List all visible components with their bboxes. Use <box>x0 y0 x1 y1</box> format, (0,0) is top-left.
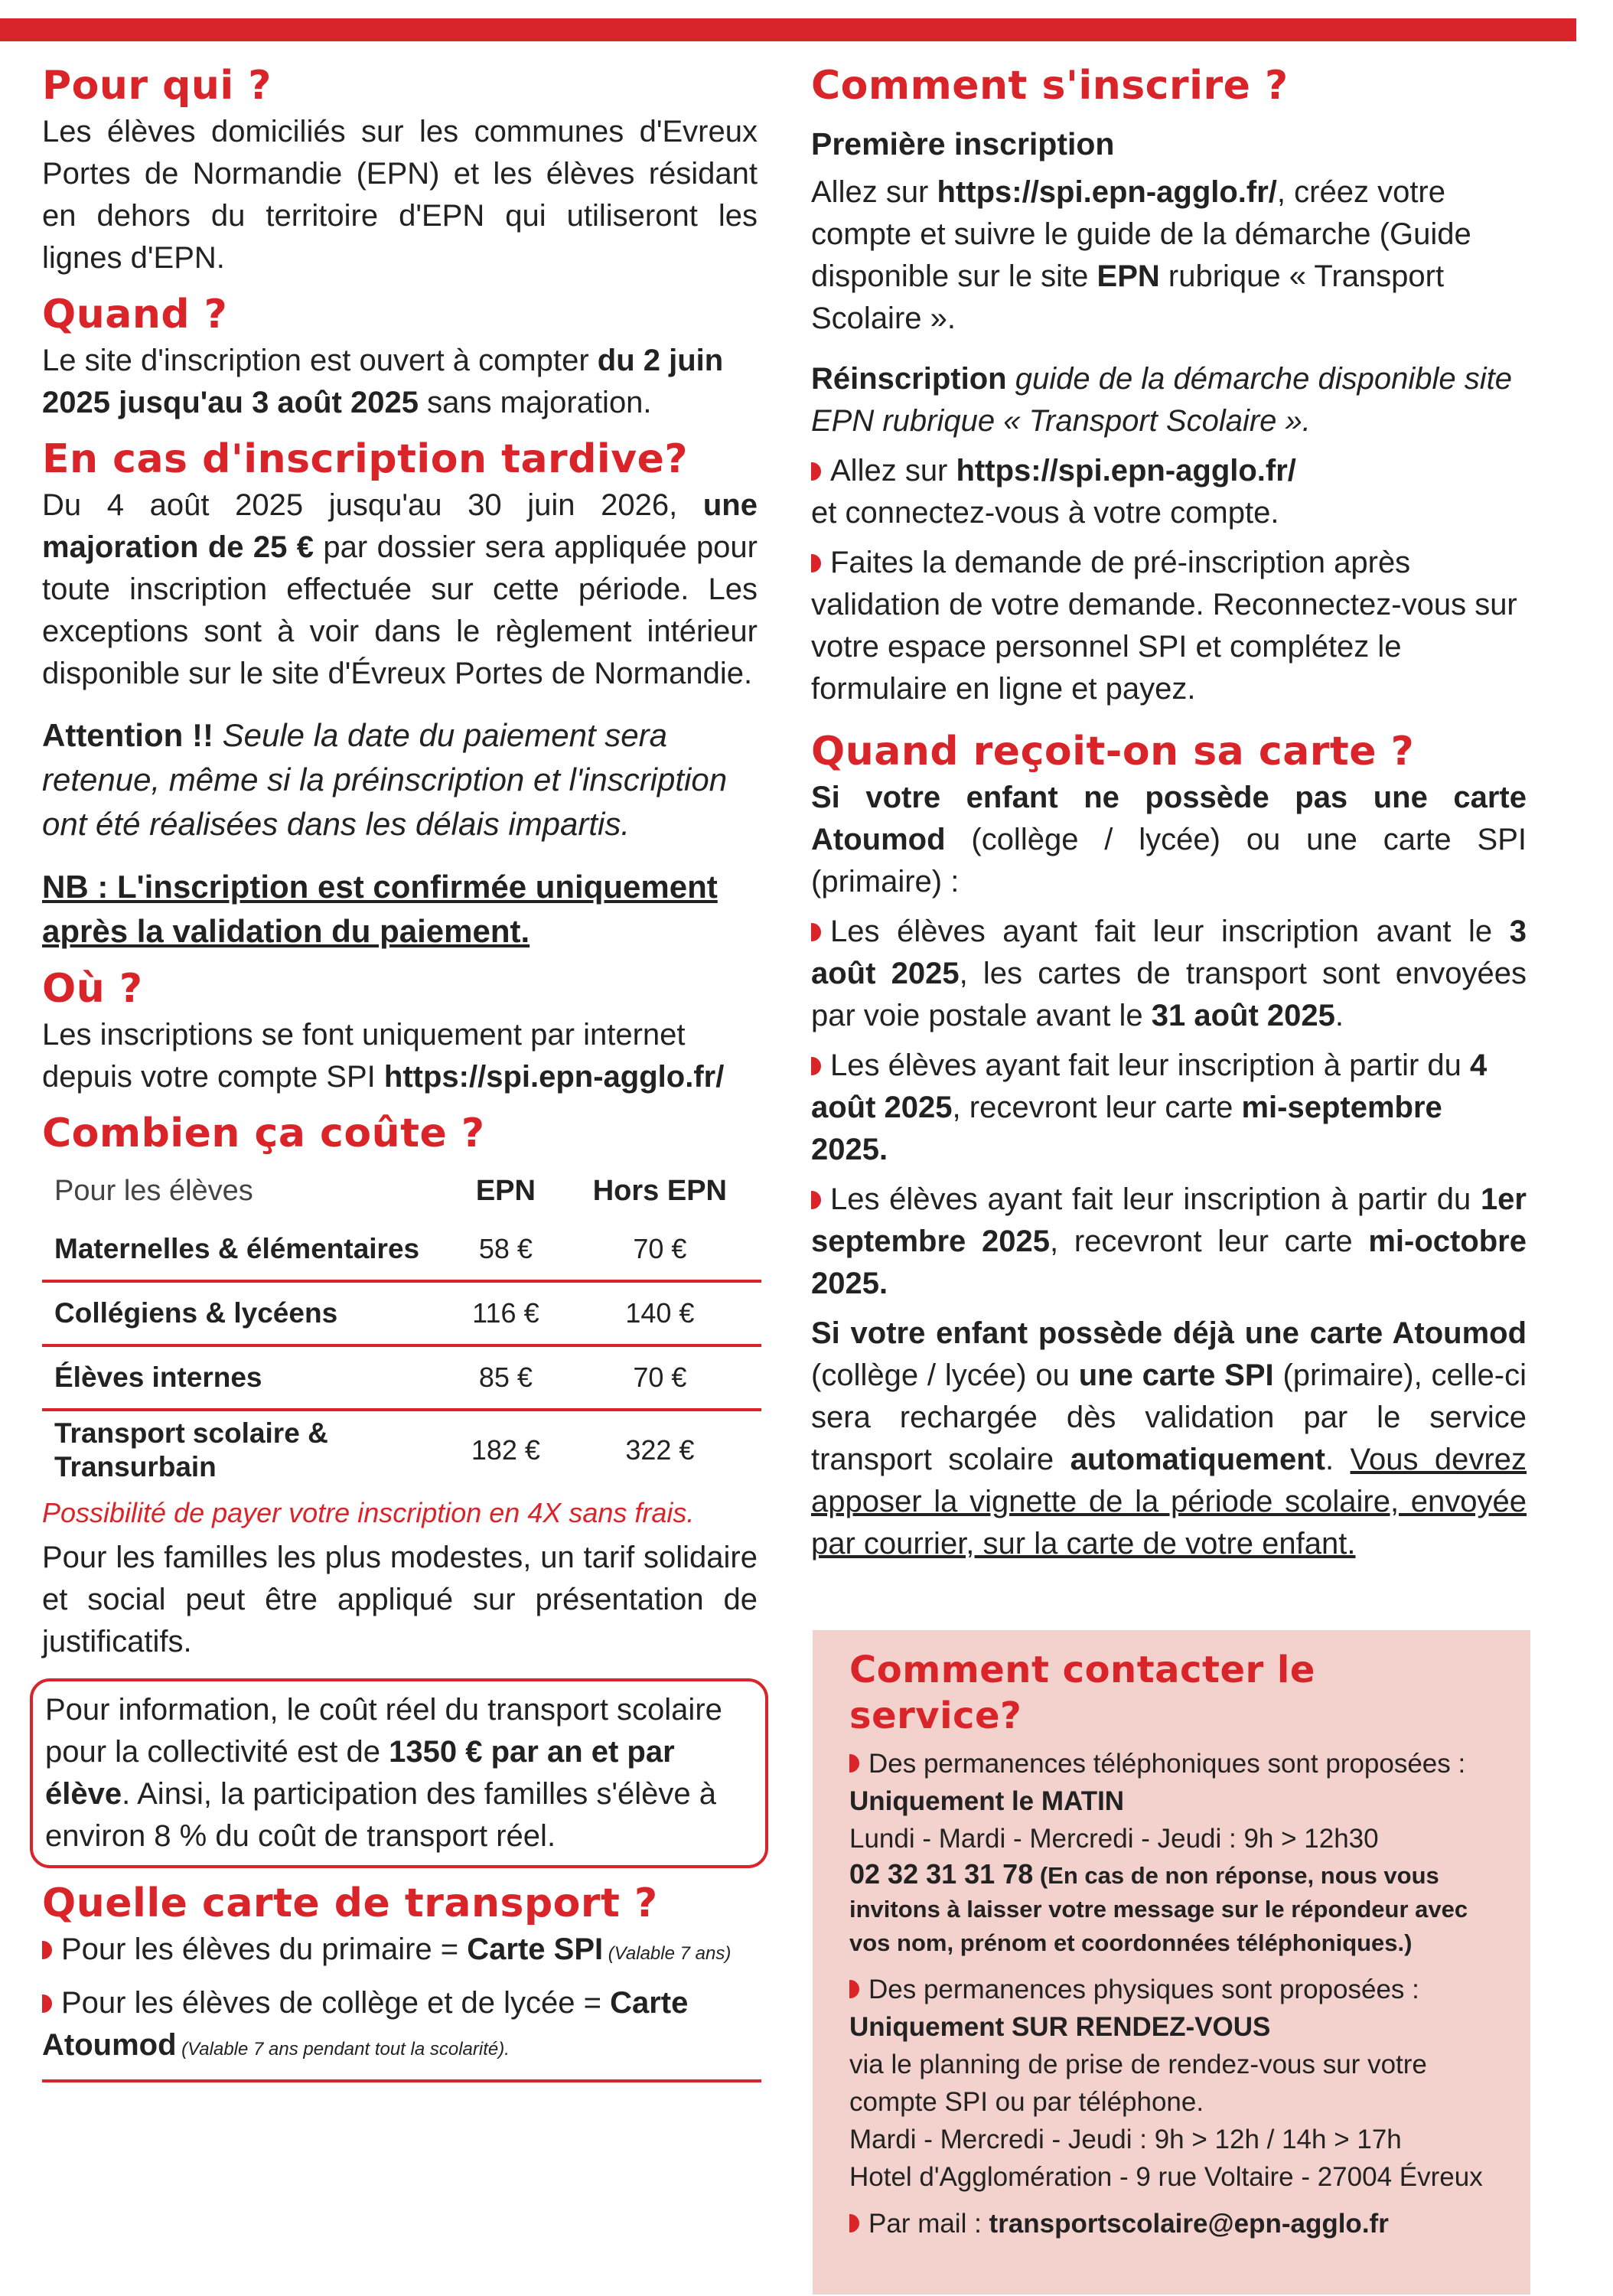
table-row: Collégiens & lycéens 116 € 140 € <box>42 1281 761 1345</box>
contact-heading: Comment contacter le service? <box>849 1649 1315 1737</box>
info-box <box>30 1678 768 1868</box>
table-row: Élèves internes 85 € 70 € <box>42 1345 761 1410</box>
contact-hours-phone: Lundi - Mardi - Mercredi - Jeudi : 9h > 12h30 <box>849 1824 1379 1854</box>
recoit-bullet-3: Les élèves ayant fait leur inscription à partir du 1er septembre 2025, recevront leur carte mi-octobre 2025. <box>811 1179 1527 1305</box>
tardive-text: Du 4 août 2025 jusqu'au 30 juin 2026, une majoration de 25 € par dossier sera appliquée pour toute inscription effectuée sur cette période. Les exceptions sont à voir dans le règlement intérieur disponible sur le site d'Évreux Portes de Normandie. <box>42 488 758 690</box>
contact-physical-intro: Des permanences physiques sont proposées : <box>849 1971 1494 2008</box>
solidaire-text: Pour les familles les plus modestes, un tarif solidaire et social peut être appliqué sur présentation de justificatifs. <box>42 1541 758 1658</box>
contact-phone: 02 32 31 31 78 (En cas de non réponse, nous vous invitons à laisser votre message sur le répondeur avec vos nom, prénom et coordonnées téléphoniques.) <box>849 1858 1468 1956</box>
phone-number[interactable]: 02 32 31 31 78 <box>849 1858 1034 1890</box>
table-header: Pour les élèves EPN Hors EPN <box>54 1174 728 1207</box>
quand-text: Le site d'inscription est ouvert à compter du 2 juin 2025 jusqu'au 3 août 2025 sans majoration. <box>42 344 724 419</box>
reinscription-bullet-1: Allez sur https://spi.epn-agglo.fr/ et connectez-vous à votre compte. <box>811 450 1527 534</box>
carte-heading: Quelle carte de transport ? <box>42 1880 658 1926</box>
contact-phone-intro: Des permanences téléphoniques sont proposées : <box>849 1745 1494 1782</box>
top-red-bar <box>0 18 1576 41</box>
ou-heading: Où ? <box>42 966 143 1012</box>
quand-heading: Quand ? <box>42 292 228 338</box>
table-row: Transport scolaire & Transurbain 182 € 322 € <box>54 1417 695 1482</box>
contact-rdv: Uniquement SUR RENDEZ-VOUS <box>849 2012 1271 2042</box>
spi-link[interactable]: https://spi.epn-agglo.fr/ <box>937 175 1277 209</box>
tarif-table <box>42 1163 761 1489</box>
recoit-bullet-1: Les élèves ayant fait leur inscription avant le 3 août 2025, les cartes de transport sont envoyées par voie postale avant le 31 août 2025. <box>811 911 1527 1037</box>
nb-note: NB : L'inscription est confirmée uniquement après la validation du paiement. <box>42 869 718 949</box>
ou-text: Les inscriptions se font uniquement par internet depuis votre compte SPI https://spi.epn-agglo.fr/ <box>42 1018 725 1094</box>
premiere-inscription-label: Première inscription <box>811 126 1115 161</box>
contact-address: Hotel d'Agglomération - 9 rue Voltaire - 27004 Évreux <box>849 2162 1483 2192</box>
recoit-existing-card: Si votre enfant possède déjà une carte Atoumod (collège / lycée) ou une carte SPI (primaire), celle-ci sera rechargée dès validation par le service transport scolaire automatiquement. Vous devrez apposer la vignette de la période scolaire, envoyée par courrier, sur la carte de votre enfant. <box>811 1316 1527 1561</box>
contact-matin: Uniquement le MATIN <box>849 1786 1125 1816</box>
payment-note: Possibilité de payer votre inscription en 4X sans frais. <box>42 1497 695 1528</box>
contact-rdv-text: via le planning de prise de rendez-vous sur votre compte SPI ou par téléphone. <box>849 2050 1427 2117</box>
recoit-heading: Quand reçoit-on sa carte ? <box>811 729 1415 775</box>
recoit-intro: Si votre enfant ne possède pas une carte Atoumod (collège / lycée) ou une carte SPI (primaire) : <box>811 781 1527 899</box>
spi-link[interactable]: https://spi.epn-agglo.fr/ <box>956 454 1296 488</box>
contact-box <box>813 1630 1530 2294</box>
recoit-bullet-2: Les élèves ayant fait leur inscription à partir du 4 août 2025, recevront leur carte mi-septembre 2025. <box>811 1045 1527 1171</box>
bottom-divider <box>42 2079 761 2082</box>
table-row: Maternelles & élémentaires 58 € 70 € <box>42 1218 761 1281</box>
reinscription-text: Réinscription guide de la démarche disponible site EPN rubrique « Transport Scolaire ». <box>811 362 1513 438</box>
contact-mail: Par mail : transportscolaire@epn-agglo.fr <box>849 2205 1494 2242</box>
left-column <box>42 61 758 2082</box>
mail-link[interactable]: transportscolaire@epn-agglo.fr <box>989 2209 1389 2239</box>
pour-qui-heading: Pour qui ? <box>42 63 272 109</box>
carte-atoumod-item: Pour les élèves de collège et de lycée = Carte Atoumod (Valable 7 ans pendant tout la scolarité). <box>42 1982 758 2070</box>
premiere-inscription-text: Allez sur https://spi.epn-agglo.fr/, créez votre compte et suivre le guide de la démarche (Guide disponible sur le site EPN rubrique « Transport Scolaire ». <box>811 175 1471 335</box>
tardive-heading: En cas d'inscription tardive? <box>42 436 689 482</box>
attention-text: Attention !! Seule la date du paiement sera retenue, même si la préinscription et l'inscription ont été réalisées dans les délais impartis. <box>42 717 728 842</box>
contact-hours-physical: Mardi - Mercredi - Jeudi : 9h > 12h / 14h > 17h <box>849 2125 1402 2154</box>
reinscription-bullet-2: Faites la demande de pré-inscription après validation de votre demande. Reconnectez-vous sur votre espace personnel SPI et complétez le formulaire en ligne et payez. <box>811 542 1527 710</box>
info-text: Pour information, le coût réel du transport scolaire pour la collectivité est de 1350 € par an et par élève. Ainsi, la participation des familles s'élève à environ 8 % du coût de transport réel. <box>45 1693 722 1853</box>
carte-spi-item: Pour les élèves du primaire = Carte SPI (Valable 7 ans) <box>42 1929 758 1975</box>
cout-heading: Combien ça coûte ? <box>42 1110 485 1156</box>
inscrire-heading: Comment s'inscrire ? <box>811 63 1289 109</box>
pour-qui-text: Les élèves domiciliés sur les communes d'Evreux Portes de Normandie (EPN) et les élèves résidant en dehors du territoire d'EPN qui utiliseront les lignes d'EPN. <box>42 115 758 275</box>
spi-link[interactable]: https://spi.epn-agglo.fr/ <box>383 1060 725 1094</box>
right-column <box>811 61 1527 1565</box>
